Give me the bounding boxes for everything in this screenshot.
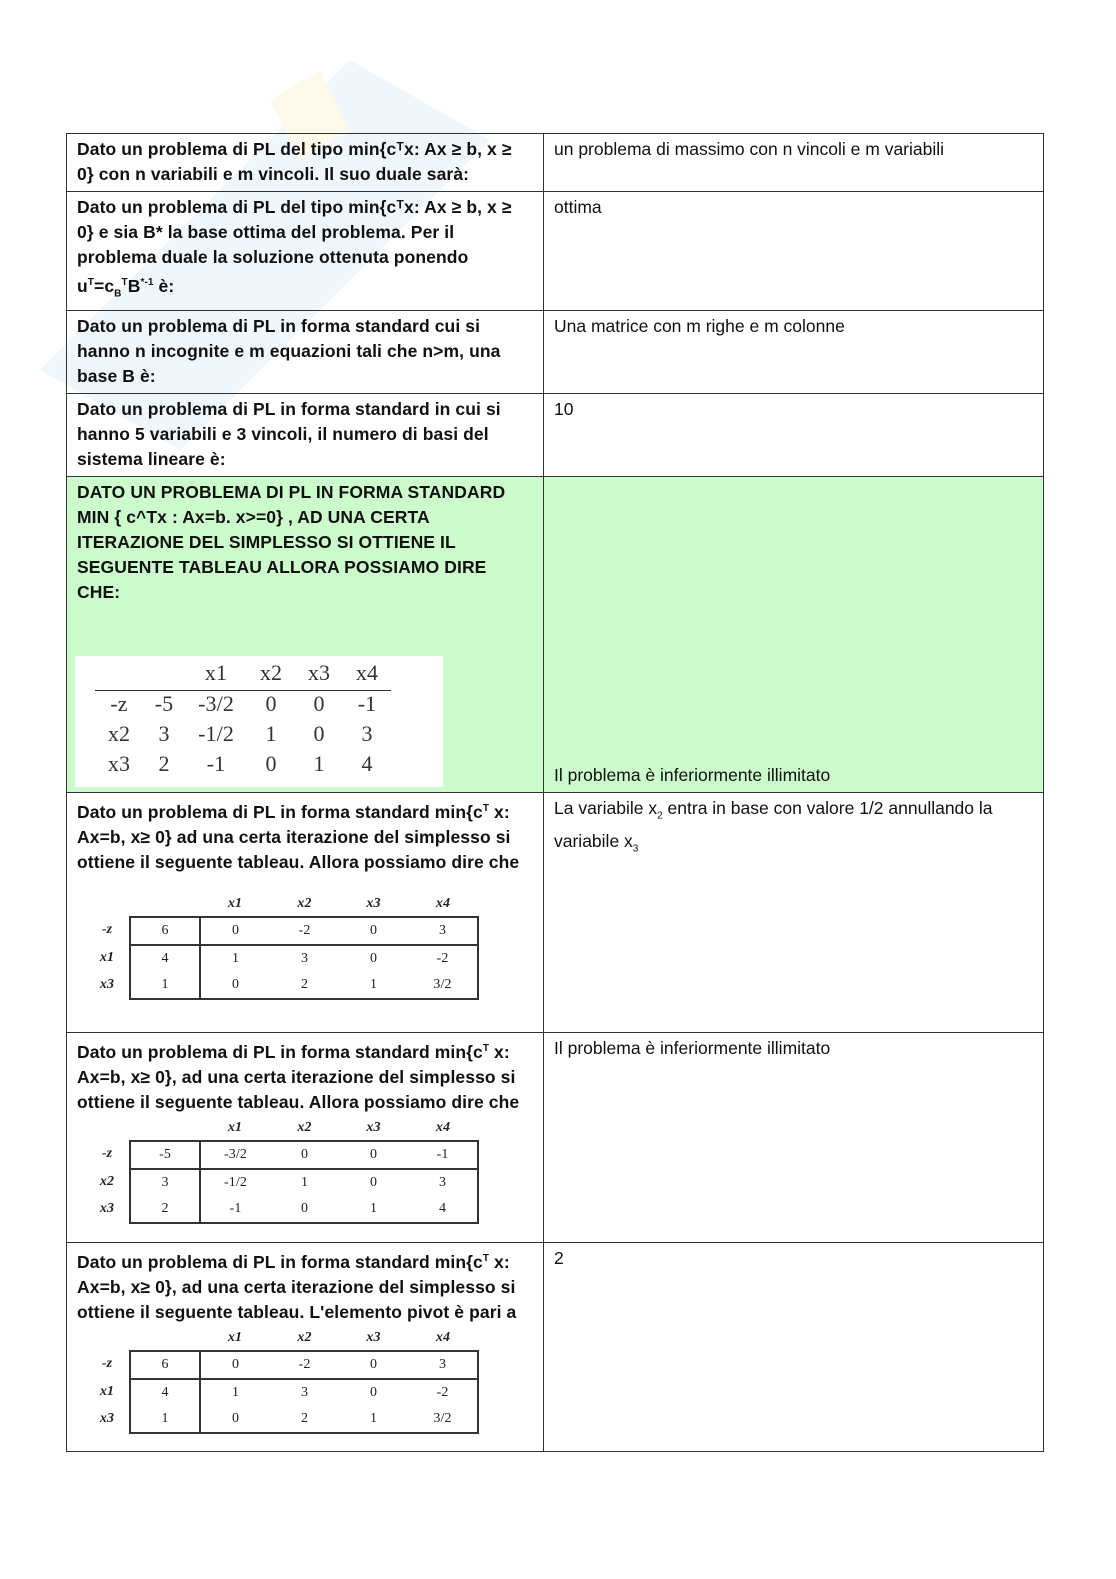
question-cell: Dato un problema di PL in forma standard $\min\{c^T$ x: Ax=b, x≥ 0}, ad una certa iterazione del simplesso si ottiene il seguente tableau. L'elemento pivot è pari a x1 x2 x3 x4 -z 6 0 -2 0 3 x1 4 1 3 0 -2 x3 1 0 2 1 3/2: [67, 1243, 544, 1452]
table-row: [67, 793, 1044, 1033]
simplex-tableau: x1 x2 x3 x4 -z -5 -3/2 0 0 -1 x2 3 -1/2 1 0 3 x3 2 -1 0 1 4: [85, 1115, 479, 1224]
table-row: [67, 311, 1044, 394]
simplex-tableau: x1 x2 x3 x4 -z 6 0 -2 0 3 x1 4 1 3 0 -2 x3 1 0 2 1 3/2: [85, 1325, 479, 1434]
table-row: [67, 1033, 1044, 1243]
simplex-tableau: x1 x2 x3 x4 -z 6 0 -2 0 3 x1 4 1 3 0 -2 x3 1 0 2 1 3/2: [85, 891, 479, 1000]
question-cell: Dato un problema di PL in forma standard in cui si hanno 5 variabili e 3 vincoli, il numero di basi del sistema lineare è:: [67, 394, 544, 477]
table-row: [67, 394, 1044, 477]
simplex-tableau: x1 x2 x3 x4 -z -5 -3/2 0 0 -1 x2 3 -1/2 1 0 3 x3 2 -1 0 1 4: [75, 656, 443, 787]
answer-cell: Il problema è inferiormente illimitato: [544, 1033, 1044, 1243]
quiz-table: [66, 133, 1044, 1452]
answer-cell: Una matrice con m righe e m colonne: [544, 311, 1044, 394]
answer-cell: ottima: [544, 192, 1044, 311]
table-row: [67, 1243, 1044, 1452]
question-cell: DATO UN PROBLEMA DI PL IN FORMA STANDARD MIN { c^Tx : Ax=b. x>=0} , AD UNA CERTA ITERAZIONE DEL SIMPLESSO SI OTTIENE IL SEGUENTE TABLEAU ALLORA POSSIAMO DIRE CHE: x1 x2 x3 x4 -z -5 -3/2 0 0 -1 x2 3 -1/2 1 0 3 x3 2 -1 0 1 4: [67, 477, 544, 793]
question-cell: Dato un problema di PL in forma standard $\min\{c^T$ x: Ax=b, x≥ 0}, ad una certa iterazione del simplesso si ottiene il seguente tableau. Allora possiamo dire che x1 x2 x3 x4 -z -5 -3/2 0 0 -1 x2 3 -1/2 1 0 3 x3 2 -1 0 1 4: [67, 1033, 544, 1243]
question-cell: Dato un problema di PL del tipo min{cᵀx: Ax ≥ b, x ≥ 0} e sia B* la base ottima del problema. Per il problema duale la soluzione ottenuta ponendo $u^T=c_B^TB^{*-1}$ è:: [67, 192, 544, 311]
answer-cell: Il problema è inferiormente illimitato: [544, 477, 1044, 793]
answer-cell: 10: [544, 394, 1044, 477]
question-cell: Dato un problema di PL in forma standard $\min\{c^T$ x: Ax=b, x≥ 0} ad una certa iterazione del simplesso si ottiene il seguente tableau. Allora possiamo dire che x1 x2 x3 x4 -z 6 0 -2 0 3 x1 4 1 3 0 -2 x3 1 0 2 1 3/2: [67, 793, 544, 1033]
question-cell: Dato un problema di PL in forma standard cui si hanno n incognite e m equazioni tali che n>m, una base B è:: [67, 311, 544, 394]
table-row: [67, 134, 1044, 192]
table-row: [67, 477, 1044, 793]
table-row: [67, 192, 1044, 311]
question-cell: Dato un problema di PL del tipo min{cᵀx: Ax ≥ b, x ≥ 0} con n variabili e m vincoli. Il suo duale sarà:: [67, 134, 544, 192]
answer-cell: La variabile $x_2$ entra in base con valore 1/2 annullando la variabile $x_3$: [544, 793, 1044, 1033]
answer-cell: 2: [544, 1243, 1044, 1452]
answer-cell: un problema di massimo con n vincoli e m variabili: [544, 134, 1044, 192]
